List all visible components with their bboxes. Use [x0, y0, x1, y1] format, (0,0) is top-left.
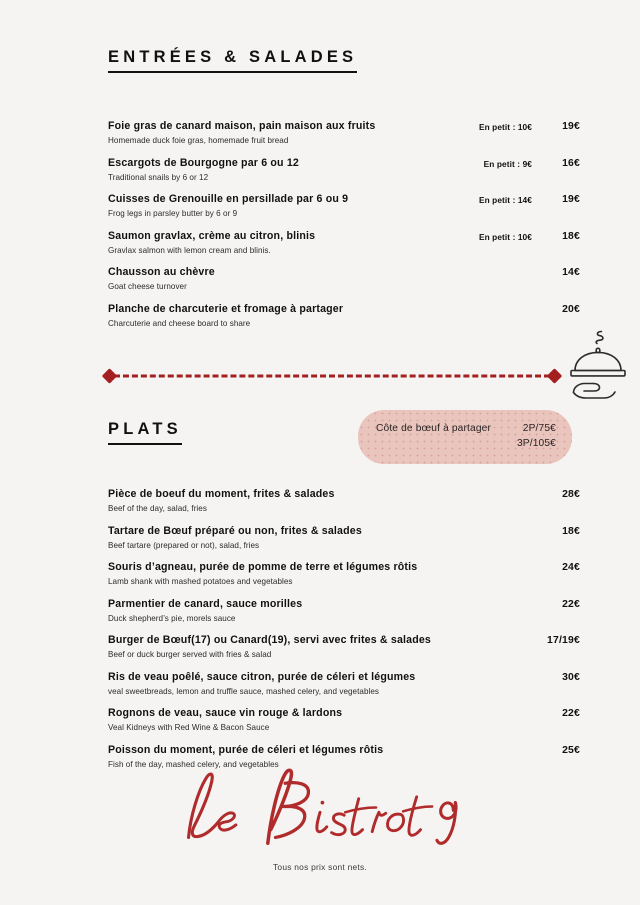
menu-item-description: Fish of the day, mashed celery, and vegetables	[108, 759, 279, 769]
plats-heading-container	[108, 420, 182, 445]
menu-item-name: Souris d’agneau, purée de pomme de terre et légumes rôtis	[108, 561, 418, 574]
menu-item	[108, 707, 580, 734]
menu-item-text	[108, 634, 520, 661]
decorative-divider	[104, 368, 560, 384]
menu-item	[108, 488, 580, 515]
menu-item-text	[108, 230, 436, 257]
menu-item-small-price	[436, 303, 532, 305]
menu-item-name: Rognons de veau, sauce vin rouge & lardons	[108, 707, 343, 720]
menu-item-small-price: En petit : 14€	[478, 195, 532, 206]
menu-item-description: Homemade duck foie gras, homemade fruit bread	[108, 136, 289, 146]
menu-item-text	[108, 671, 520, 698]
special-offer-price-3p: 3P/105€	[516, 438, 556, 450]
menu-item-text	[108, 707, 520, 734]
menu-item-text	[108, 598, 520, 625]
menu-item-name: Escargots de Bourgogne par 6 ou 12	[108, 156, 299, 169]
menu-item-description: Lamb shank with mashed potatoes and vegetables	[108, 577, 293, 587]
section-heading-plats: PLATS	[108, 420, 182, 445]
menu-item-description: Veal Kidneys with Red Wine & Bacon Sauce	[108, 723, 270, 733]
menu-item-text	[108, 303, 436, 330]
menu-item-price: 14€	[562, 267, 580, 279]
menu-item-name: Cuisses de Grenouille en persillade par 6 ou 9	[108, 193, 349, 206]
special-offer-price-2p: 2P/75€	[522, 423, 556, 434]
menu-item	[108, 634, 580, 661]
menu-item-price: 30€	[562, 671, 580, 683]
menu-item	[108, 303, 580, 330]
menu-item-text	[108, 525, 520, 552]
menu-item-price: 17/19€	[547, 635, 580, 647]
dashed-line	[114, 375, 550, 378]
menu-item-name: Poisson du moment, purée de céleri et légumes rôtis	[108, 743, 384, 756]
menu-item-price: 19€	[562, 121, 580, 132]
special-offer-row-primary	[376, 421, 556, 436]
menu-item-small-price: En petit : 10€	[478, 122, 532, 132]
menu-item-description: Charcuterie and cheese board to share	[108, 318, 251, 328]
menu-item-description: Gravlax salmon with lemon cream and blinis.	[108, 245, 271, 255]
menu-item-text	[108, 266, 436, 293]
menu-item-name: Chausson au chèvre	[108, 266, 215, 279]
section-heading-entrees: ENTRÉES & SALADES	[108, 48, 357, 73]
menu-item-price: 18€	[562, 525, 580, 537]
restaurant-logo	[0, 762, 640, 856]
menu-item-small-price	[436, 266, 532, 268]
menu-item-price: 20€	[562, 303, 580, 315]
diamond-icon-right	[547, 368, 563, 384]
menu-item-description: Beef of the day, salad, fries	[108, 504, 207, 514]
menu-item-description: Beef tartare (prepared or not), salad, fries	[108, 540, 260, 550]
menu-item	[108, 266, 580, 293]
menu-item	[108, 193, 580, 220]
menu-item	[108, 671, 580, 698]
menu-item-text	[108, 157, 436, 184]
special-offer-row-secondary	[376, 436, 556, 451]
menu-item-price: 16€	[562, 157, 580, 169]
menu-item-price: 19€	[562, 194, 580, 206]
menu-item-small-price: En petit : 9€	[483, 158, 532, 169]
menu-item-price: 18€	[562, 230, 580, 242]
menu-item-name: Tartare de Bœuf préparé ou non, frites & salades	[108, 524, 362, 537]
menu-item-text	[108, 120, 436, 147]
menu-item-price: 25€	[562, 744, 580, 756]
menu-item	[108, 525, 580, 552]
menu-item-description: veal sweetbreads, lemon and truffle sauce, mashed celery, and vegetables	[108, 686, 380, 696]
menu-item-description: Beef or duck burger served with fries & salad	[108, 650, 272, 660]
special-offer-label: Côte de bœuf à partager	[376, 423, 492, 434]
menu-item-name: Ris de veau poêlé, sauce citron, purée de céleri et légumes	[108, 670, 416, 683]
menu-item-text	[108, 561, 520, 588]
menu-item-name: Saumon gravlax, crème au citron, blinis	[108, 229, 316, 242]
menu-item-price: 24€	[562, 562, 580, 574]
menu-item-text	[108, 193, 436, 220]
menu-item-name: Foie gras de canard maison, pain maison aux fruits	[108, 120, 376, 132]
entrees-heading-container	[108, 48, 357, 73]
menu-item-description: Frog legs in parsley butter by 6 or 9	[108, 209, 238, 219]
menu-item	[108, 230, 580, 257]
menu-item	[108, 598, 580, 625]
menu-item-description: Traditional snails by 6 or 12	[108, 172, 209, 182]
menu-item-price: 22€	[562, 708, 580, 720]
menu-item-small-price: En petit : 10€	[478, 231, 532, 242]
menu-item	[108, 120, 580, 147]
cloche-serving-dome-on-hand-icon	[563, 326, 633, 404]
menu-item-price: 28€	[562, 489, 580, 500]
menu-item-name: Planche de charcuterie et fromage à partager	[108, 302, 344, 315]
footer-price-note: Tous nos prix sont nets.	[273, 862, 367, 872]
menu-item-text	[108, 488, 520, 515]
menu-item	[108, 561, 580, 588]
plats-menu-list	[108, 488, 580, 780]
menu-item-price: 22€	[562, 598, 580, 610]
menu-item-description: Duck shepherd’s pie, morels sauce	[108, 613, 236, 623]
entrees-menu-list	[108, 120, 580, 339]
menu-item-name: Parmentier de canard, sauce morilles	[108, 597, 303, 610]
menu-item-description: Goat cheese turnover	[108, 282, 187, 292]
menu-item-name: Pièce de boeuf du moment, frites & salades	[108, 488, 335, 500]
special-offer-badge	[358, 410, 572, 464]
menu-item	[108, 157, 580, 184]
menu-item-name: Burger de Bœuf(17) ou Canard(19), servi avec frites & salades	[108, 634, 432, 647]
